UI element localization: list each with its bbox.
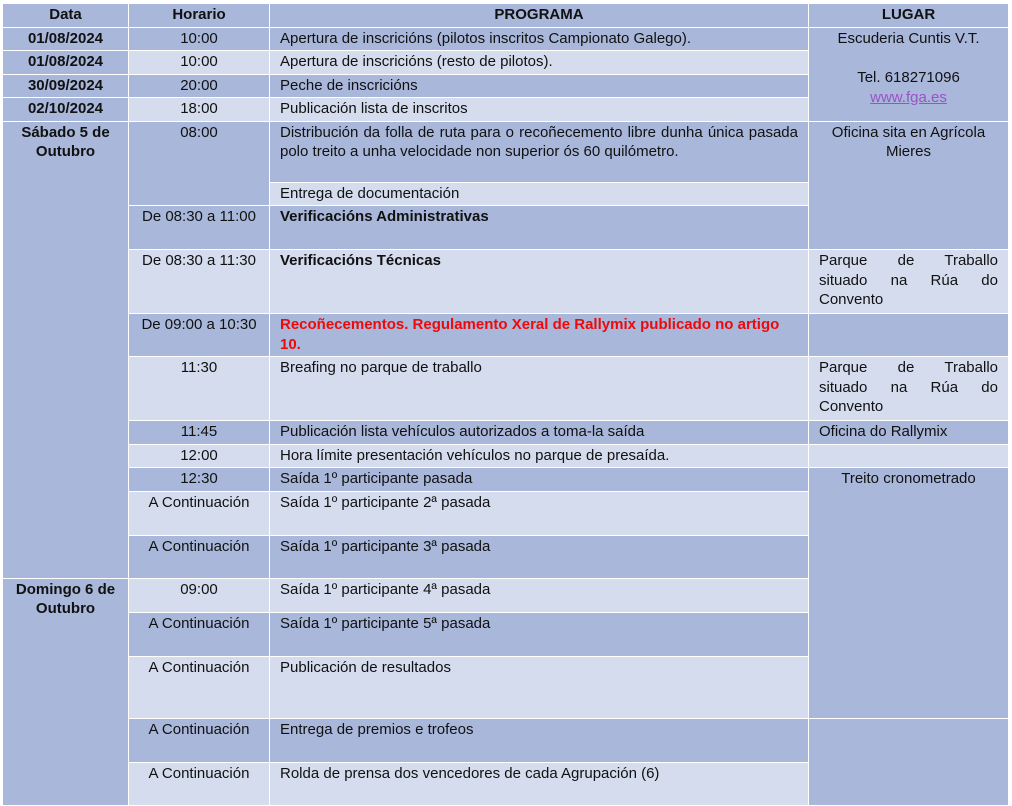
header-date: Data	[3, 4, 129, 28]
date-cell: 01/08/2024	[3, 51, 129, 75]
time-cell: De 08:30 a 11:30	[129, 250, 270, 314]
table-row	[3, 27, 1009, 51]
table-row	[3, 314, 1009, 357]
program-cell: Apertura de inscricións (pilotos inscritos Campionato Galego).	[270, 27, 809, 51]
program-cell: Publicación lista vehículos autorizados a toma-la saída	[270, 421, 809, 445]
time-cell: De 08:30 a 11:00	[129, 206, 270, 250]
table-row	[3, 468, 1009, 492]
time-cell: A Continuación	[129, 491, 270, 535]
place-cell-empty	[809, 444, 1009, 468]
header-program: PROGRAMA	[270, 4, 809, 28]
program-cell: Publicación de resultados	[270, 656, 809, 719]
table-row	[3, 421, 1009, 445]
table-row	[3, 719, 1009, 763]
day-saturday-cell: Sábado 5 de Outubro	[3, 121, 129, 578]
table-row	[3, 444, 1009, 468]
time-cell: A Continuación	[129, 612, 270, 656]
program-cell: Saída 1º participante 2ª pasada	[270, 491, 809, 535]
program-cell-highlight: Recoñecementos. Regulamento Xeral de Rallymix publicado no artigo 10.	[270, 314, 809, 357]
table-row	[3, 121, 1009, 182]
time-cell: De 09:00 a 10:30	[129, 314, 270, 357]
time-cell: 10:00	[129, 51, 270, 75]
place-cell: Oficina do Rallymix	[809, 421, 1009, 445]
header-time: Horario	[129, 4, 270, 28]
place-contact-cell	[809, 27, 1009, 121]
date-cell: 30/09/2024	[3, 74, 129, 98]
program-cell: Hora límite presentación vehículos no parque de presaída.	[270, 444, 809, 468]
place-cell-empty	[809, 719, 1009, 806]
time-cell: 18:00	[129, 98, 270, 122]
program-cell: Verificacións Administrativas	[270, 206, 809, 250]
time-cell: A Continuación	[129, 535, 270, 578]
program-cell: Entrega de documentación	[270, 182, 809, 206]
place-escuderia: Escuderia Cuntis V.T.	[837, 29, 980, 47]
time-cell: 08:00	[129, 121, 270, 206]
program-cell: Entrega de premios e trofeos	[270, 719, 809, 763]
time-cell: 20:00	[129, 74, 270, 98]
program-cell: Saída 1º participante 4ª pasada	[270, 578, 809, 612]
time-cell: 11:30	[129, 357, 270, 421]
time-cell: A Continuación	[129, 656, 270, 719]
program-cell: Verificacións Técnicas	[270, 250, 809, 314]
header-row	[3, 4, 1009, 28]
program-cell: Peche de inscricións	[270, 74, 809, 98]
date-cell: 01/08/2024	[3, 27, 129, 51]
date-cell: 02/10/2024	[3, 98, 129, 122]
program-cell: Rolda de prensa dos vencedores de cada Agrupación (6)	[270, 763, 809, 806]
time-cell: A Continuación	[129, 763, 270, 806]
program-cell: Apertura de inscricións (resto de pilotos).	[270, 51, 809, 75]
program-cell: Saída 1º participante 3ª pasada	[270, 535, 809, 578]
place-cell-empty	[809, 314, 1009, 357]
place-cell: Oficina sita en Agrícola Mieres	[809, 121, 1009, 250]
program-cell: Saída 1º participante 5ª pasada	[270, 612, 809, 656]
time-cell: 10:00	[129, 27, 270, 51]
place-cell: Treito cronometrado	[809, 468, 1009, 719]
web-link[interactable]: www.fga.es	[870, 88, 947, 106]
program-cell: Distribución da folla de ruta para o recoñecemento libre dunha única pasada polo treito a unha velocidade non superior ós 60 quilómetro.	[270, 121, 809, 182]
table-row	[3, 357, 1009, 421]
table-row	[3, 250, 1009, 314]
program-cell: Publicación lista de inscritos	[270, 98, 809, 122]
program-cell: Breafing no parque de traballo	[270, 357, 809, 421]
time-cell: 11:45	[129, 421, 270, 445]
day-sunday-cell: Domingo 6 de Outubro	[3, 578, 129, 806]
time-cell: 09:00	[129, 578, 270, 612]
program-cell: Saída 1º participante pasada	[270, 468, 809, 492]
place-cell: Parque de Traballo situado na Rúa do Convento	[809, 357, 1009, 421]
place-phone: Tel. 618271096	[857, 69, 960, 86]
header-place: LUGAR	[809, 4, 1009, 28]
schedule-table	[2, 3, 1009, 806]
time-cell: A Continuación	[129, 719, 270, 763]
time-cell: 12:00	[129, 444, 270, 468]
place-cell: Parque de Traballo situado na Rúa do Convento	[809, 250, 1009, 314]
time-cell: 12:30	[129, 468, 270, 492]
